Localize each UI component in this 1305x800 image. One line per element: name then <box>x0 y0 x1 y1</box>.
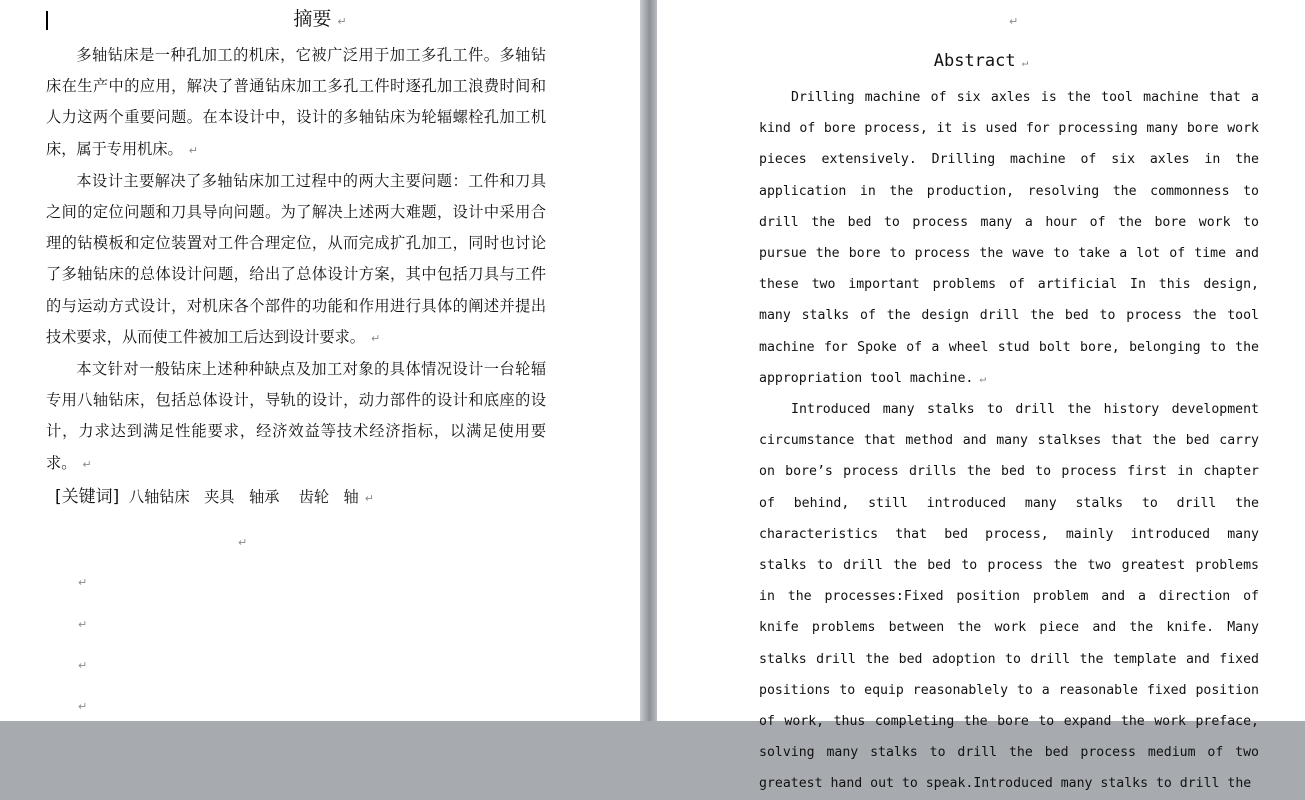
chinese-paragraph-1[interactable]: 多轴钻床是一种孔加工的机床，它被广泛用于加工多孔工件。多轴钻床在生产中的应用，解决了普通钻床加工多孔工件时逐孔加工浪费时间和人力这两个重要问题。在本设计中，设计的多轴钻床为轮辐螺栓孔加工机床，属于专用机床。 ↵ <box>46 46 546 158</box>
english-paragraph-1[interactable]: Drilling machine of six axles is the tool machine that a kind of bore process, it is used for processing many bore work pieces extensively. Drilling machine of six axles in the application in the production, resolving the commonness to drill the bed to process many a hour of the bore work to pursue the bore to process the wave to take a lot of time and these two important problems of artificial In this design, many stalks of the design drill the bed to process the tool machine for Spoke of a wheel stud bolt bore, belonging to the appropriation tool machine. ↵ <box>759 90 1259 386</box>
keywords-label: [关键词] <box>55 487 120 507</box>
paragraph-mark-icon: ↵ <box>1021 56 1029 69</box>
english-abstract-body[interactable] <box>759 82 1259 800</box>
left-page[interactable] <box>0 0 640 721</box>
paragraph-mark-icon: ↵ <box>1009 15 1019 28</box>
page-gutter <box>640 0 657 721</box>
chinese-abstract-body[interactable] <box>46 40 546 480</box>
paragraph-mark-icon: ↵ <box>188 143 198 157</box>
chinese-abstract-title: 摘要 ↵ <box>293 8 347 30</box>
paragraph-mark-icon: ↵ <box>370 331 381 345</box>
right-page[interactable] <box>657 0 1305 792</box>
paragraph-mark-icon: ↵ <box>82 457 92 471</box>
english-paragraph-2[interactable]: Introduced many stalks to drill the history development circumstance that method and many stalkses that the bed carry on bore’s process drills the bed to process first in chapter of behind, still introduced many stalks to drill the characteristics that bed process, mainly introduced many stalks to drill the bed to process the two greatest problems in the processes:Fixed position problem and a direction of knife problems between the work piece and the knife. Many stalks drill the bed adoption to drill the template and fixed positions to equip reasonablely to a reasonable fixed position of work, thus completing the bore to expand the work preface, solving many stalks to drill the bed process medium of two greatest hand out to speak.Introduced many stalks to drill the <box>759 402 1259 792</box>
chinese-paragraph-2[interactable]: 本设计主要解决了多轴钻床加工过程中的两大主要问题：工件和刀具之间的定位问题和刀具导向问题。为了解决上述两大难题，设计中采用合理的钻模板和定位装置对工件合理定位，从而完成扩孔加工，同时也讨论了多轴钻床的总体设计问题，给出了总体设计方案，其中包括刀具与工件的与运动方式设计，对机床各个部件的功能和作用进行具体的阐述并提出技术要求，从而使工件被加工后达到设计要求。 ↵ <box>46 171 546 346</box>
paragraph-mark-icon: ↵ <box>337 15 347 28</box>
paragraph-mark-icon: ↵ <box>78 618 88 631</box>
paragraph-mark-icon: ↵ <box>979 371 986 385</box>
keywords-list: 八轴钻床 夹具 轴承 齿轮 轴 <box>128 488 359 506</box>
paragraph-mark-icon: ↵ <box>78 659 88 672</box>
english-abstract-title: Abstract ↵ <box>933 51 1029 71</box>
paragraph-mark-icon: ↵ <box>78 700 88 713</box>
paragraph-mark-icon: ↵ <box>364 492 374 505</box>
paragraph-mark-icon: ↵ <box>78 576 88 589</box>
paragraph-mark-icon: ↵ <box>238 536 248 549</box>
keywords-line[interactable] <box>55 482 374 514</box>
chinese-paragraph-3[interactable]: 本文针对一般钻床上述种种缺点及加工对象的具体情况设计一台轮辐专用八轴钻床，包括总体设计，导轨的设计，动力部件的设计和底座的设计，力求达到满足性能要求，经济效益等技术经济指标，以满足使用要求。 ↵ <box>46 360 546 472</box>
